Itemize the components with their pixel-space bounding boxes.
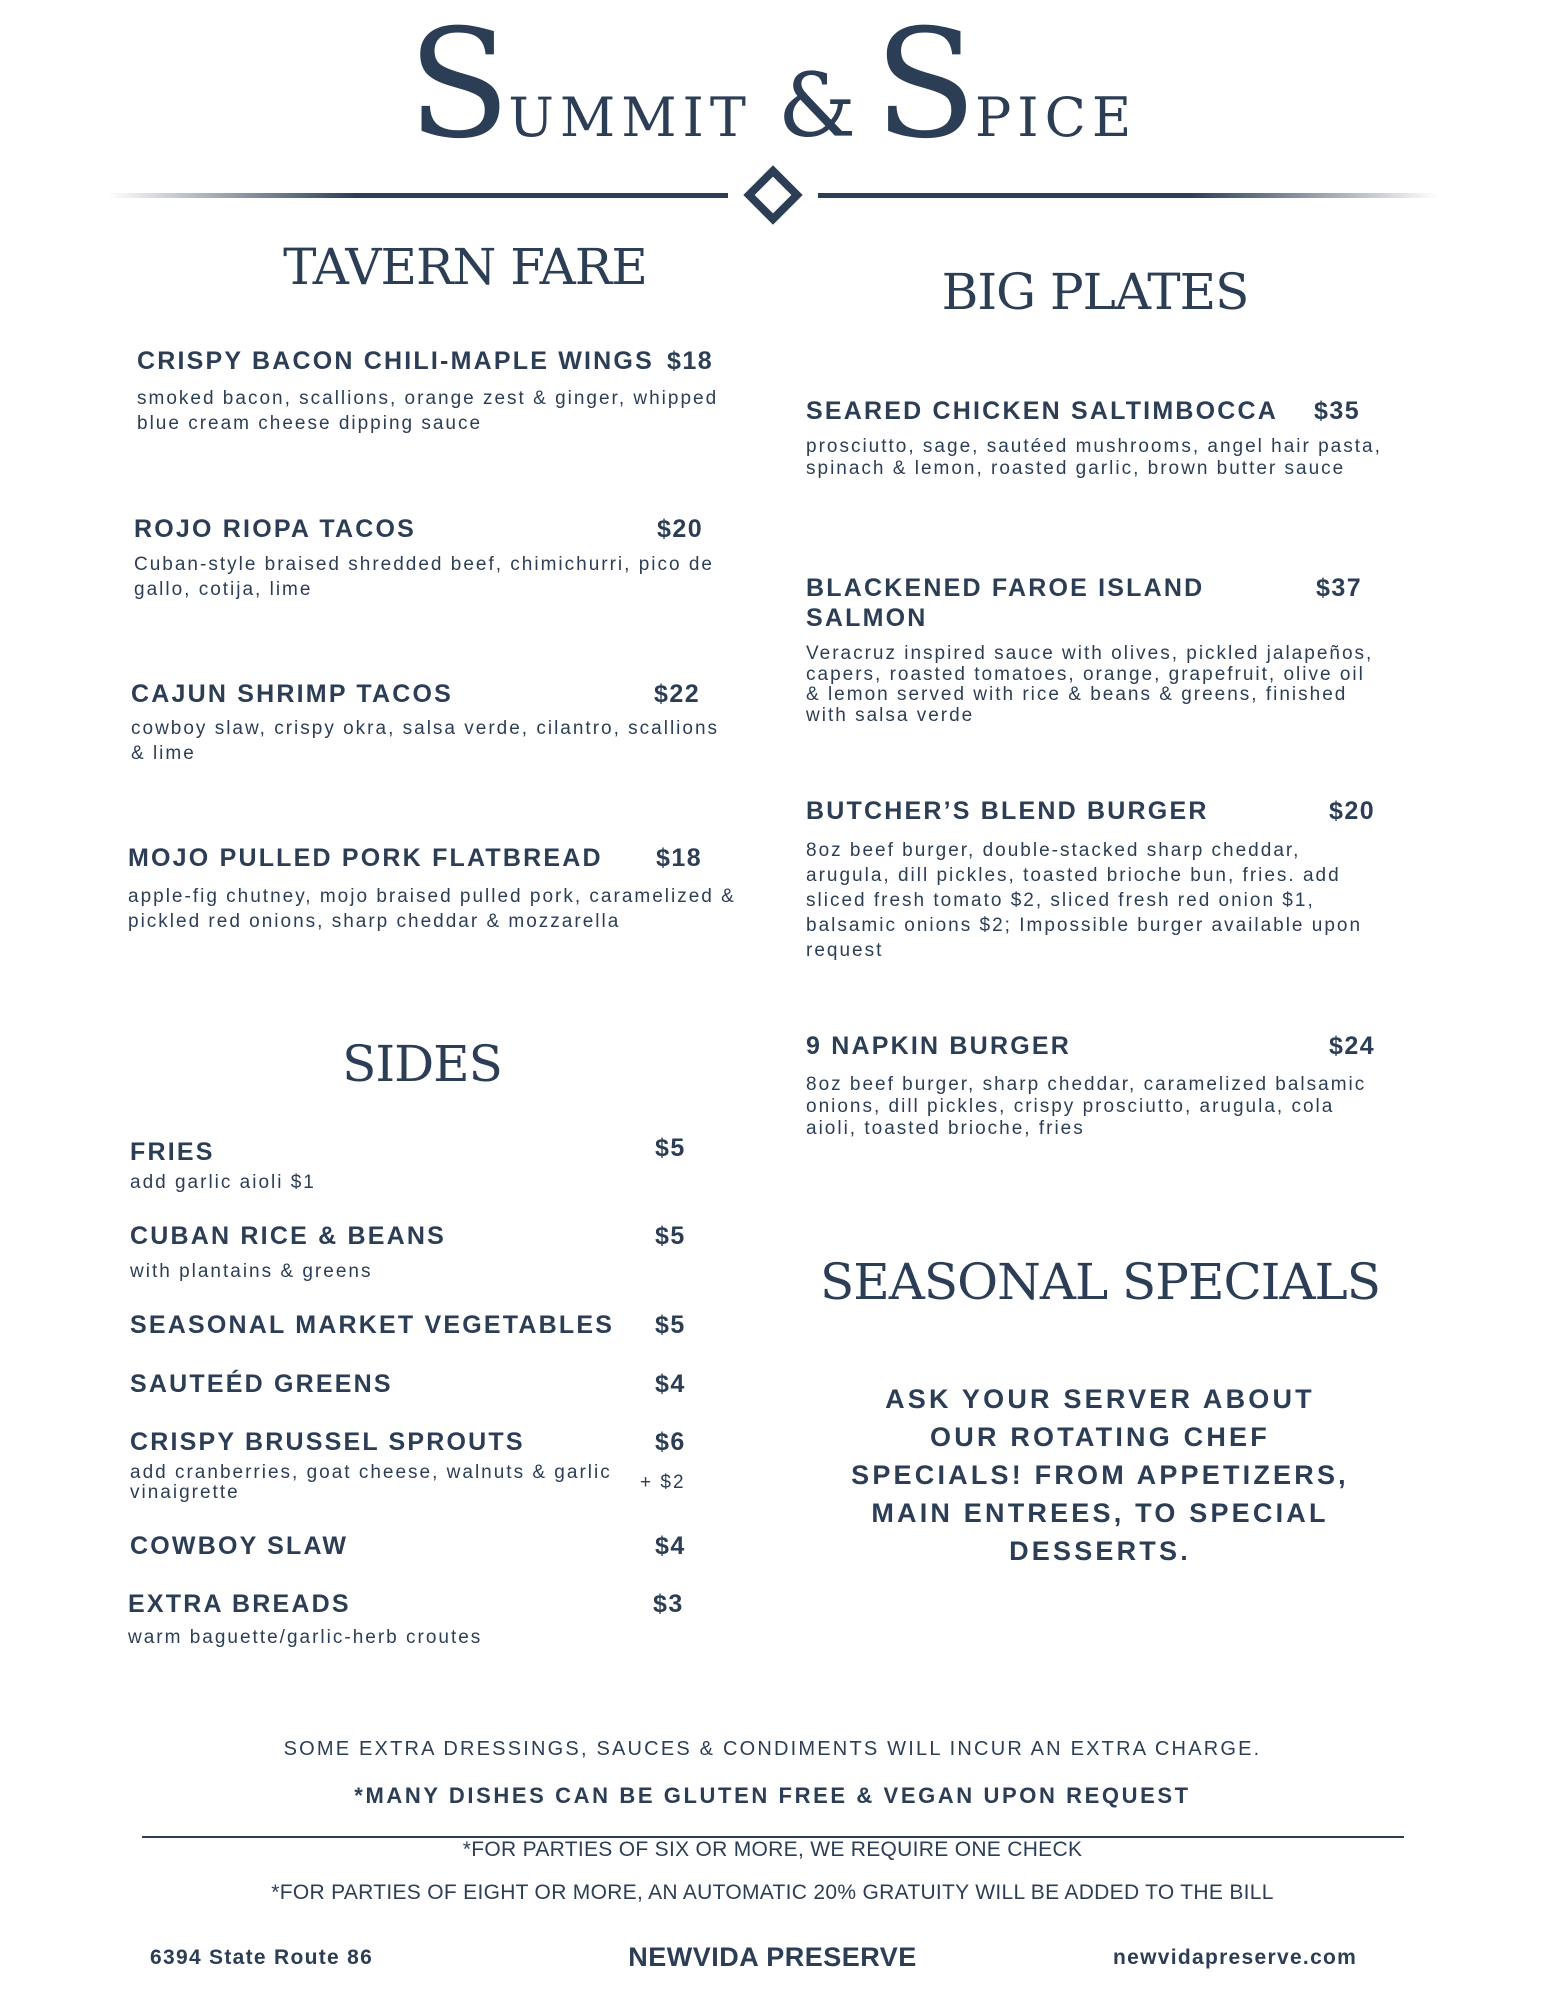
side-item-description: add cranberries, goat cheese, walnuts & garlic vinaigrette	[130, 1462, 612, 1503]
menu-item-description: prosciutto, sage, sautéed mushrooms, angel hair pasta, spinach & lemon, roasted garlic, brown butter sauce	[806, 436, 1382, 479]
title-rest-1: UMMIT	[508, 86, 752, 149]
footer-website: newvidapreserve.com	[1113, 1946, 1358, 1969]
menu-item-description: Cuban-style braised shredded beef, chimichurri, pico de gallo, cotija, lime	[134, 554, 714, 600]
side-item-price: $3	[653, 1590, 684, 1618]
side-item-price: $5	[655, 1311, 686, 1339]
menu-item-name: 9 NAPKIN BURGER	[806, 1032, 1071, 1060]
menu-item-price: $18	[656, 844, 703, 872]
menu-item-name: SEARED CHICKEN SALTIMBOCCA	[806, 397, 1279, 425]
extra-charge-note: SOME EXTRA DRESSINGS, SAUCES & CONDIMENTS WILL INCUR AN EXTRA CHARGE.	[283, 1738, 1262, 1760]
side-item-description: with plantains & greens	[130, 1261, 373, 1282]
menu-item-name: MOJO PULLED PORK FLATBREAD	[128, 844, 603, 872]
menu-item-description: 8oz beef burger, sharp cheddar, caramelized balsamic onions, dill pickles, crispy prosciutto, arugula, cola aioli, toasted brioche, fries	[806, 1074, 1367, 1139]
menu-item-description: 8oz beef burger, double-stacked sharp cheddar, arugula, dill pickles, toasted brioche bun, fries. add sliced fresh tomato $2, sliced fresh red onion $1, balsamic onions $2; Impossible burger available upon request	[806, 840, 1363, 961]
title-divider-left	[108, 193, 728, 198]
side-item-name: SEASONAL MARKET VEGETABLES	[130, 1311, 615, 1339]
menu-item-description: cowboy slaw, crispy okra, salsa verde, cilantro, scallions & lime	[131, 718, 720, 764]
menu-item-description: smoked bacon, scallions, orange zest & ginger, whipped blue cream cheese dipping sauce	[137, 388, 719, 434]
title-rest-2: PICE	[974, 86, 1138, 149]
side-item-price: $5	[655, 1222, 686, 1250]
menu-item-description: apple-fig chutney, mojo braised pulled pork, caramelized & pickled red onions, sharp cheddar & mozzarella	[128, 886, 736, 932]
party-eight-note: *FOR PARTIES OF EIGHT OR MORE, AN AUTOMATIC 20% GRATUITY WILL BE ADDED TO THE BILL	[271, 1881, 1274, 1904]
heading-sides: SIDES	[342, 1035, 502, 1093]
side-item-name: COWBOY SLAW	[130, 1532, 349, 1560]
menu-item-price: $24	[1329, 1032, 1376, 1060]
side-item-description: warm baguette/garlic-herb croutes	[128, 1627, 483, 1648]
menu-item-name: ROJO RIOPA TACOS	[134, 515, 416, 543]
title-initial-1: S	[407, 0, 509, 172]
title-initial-2: S	[874, 0, 975, 172]
side-item-description: add garlic aioli $1	[130, 1172, 316, 1193]
heading-seasonal-specials: SEASONAL SPECIALS	[819, 1253, 1381, 1311]
menu-item-price: $18	[667, 347, 714, 375]
seasonal-specials-text: ASK YOUR SERVER ABOUT OUR ROTATING CHEF SPECIALS! FROM APPETIZERS, MAIN ENTREES, TO SPECIAL DESSERTS.	[851, 1384, 1349, 1566]
side-item-price: $5	[655, 1134, 686, 1162]
heading-big-plates: BIG PLATES	[941, 263, 1249, 321]
title-ampersand: &	[777, 54, 857, 157]
menu-item-name: CRISPY BACON CHILI-MAPLE WINGS	[137, 347, 654, 375]
menu-item-name-continued: SALMON	[806, 604, 928, 632]
diamond-ornament	[743, 165, 802, 224]
menu-item-description: Veracruz inspired sauce with olives, pickled jalapeños, capers, roasted tomatoes, orange, grapefruit, olive oil & lemon served with rice & beans & greens, finished with salsa verde	[806, 643, 1374, 726]
party-six-note: *FOR PARTIES OF SIX OR MORE, WE REQUIRE ONE CHECK	[462, 1838, 1083, 1861]
menu-item-name: BUTCHER’S BLEND BURGER	[806, 797, 1209, 825]
menu-item-price: $20	[657, 515, 704, 543]
side-item-name: SAUTEÉD GREENS	[130, 1370, 393, 1398]
side-item-name: EXTRA BREADS	[128, 1590, 351, 1618]
side-item-name: CRISPY BRUSSEL SPROUTS	[130, 1428, 525, 1456]
footer-address: 6394 State Route 86	[150, 1946, 374, 1969]
menu-item-price: $22	[654, 680, 701, 708]
side-item-price: $4	[655, 1532, 686, 1560]
menu-item-price: $37	[1316, 574, 1363, 602]
side-item-addon-price: + $2	[640, 1472, 686, 1493]
gluten-free-note: *MANY DISHES CAN BE GLUTEN FREE & VEGAN UPON REQUEST	[354, 1783, 1191, 1808]
menu-item-price: $20	[1329, 797, 1376, 825]
restaurant-title	[0, 0, 1545, 172]
heading-tavern-fare: TAVERN FARE	[283, 238, 647, 296]
menu-item-price: $35	[1314, 397, 1361, 425]
menu-item-name: CAJUN SHRIMP TACOS	[131, 680, 454, 708]
side-item-price: $4	[655, 1370, 686, 1398]
footer-brand: NEWVIDA PRESERVE	[628, 1942, 917, 1972]
title-divider-right	[818, 193, 1438, 198]
menu-item-name: BLACKENED FAROE ISLAND	[806, 574, 1205, 602]
side-item-name: FRIES	[130, 1138, 215, 1166]
side-item-price: $6	[655, 1428, 686, 1456]
side-item-name: CUBAN RICE & BEANS	[130, 1222, 447, 1250]
